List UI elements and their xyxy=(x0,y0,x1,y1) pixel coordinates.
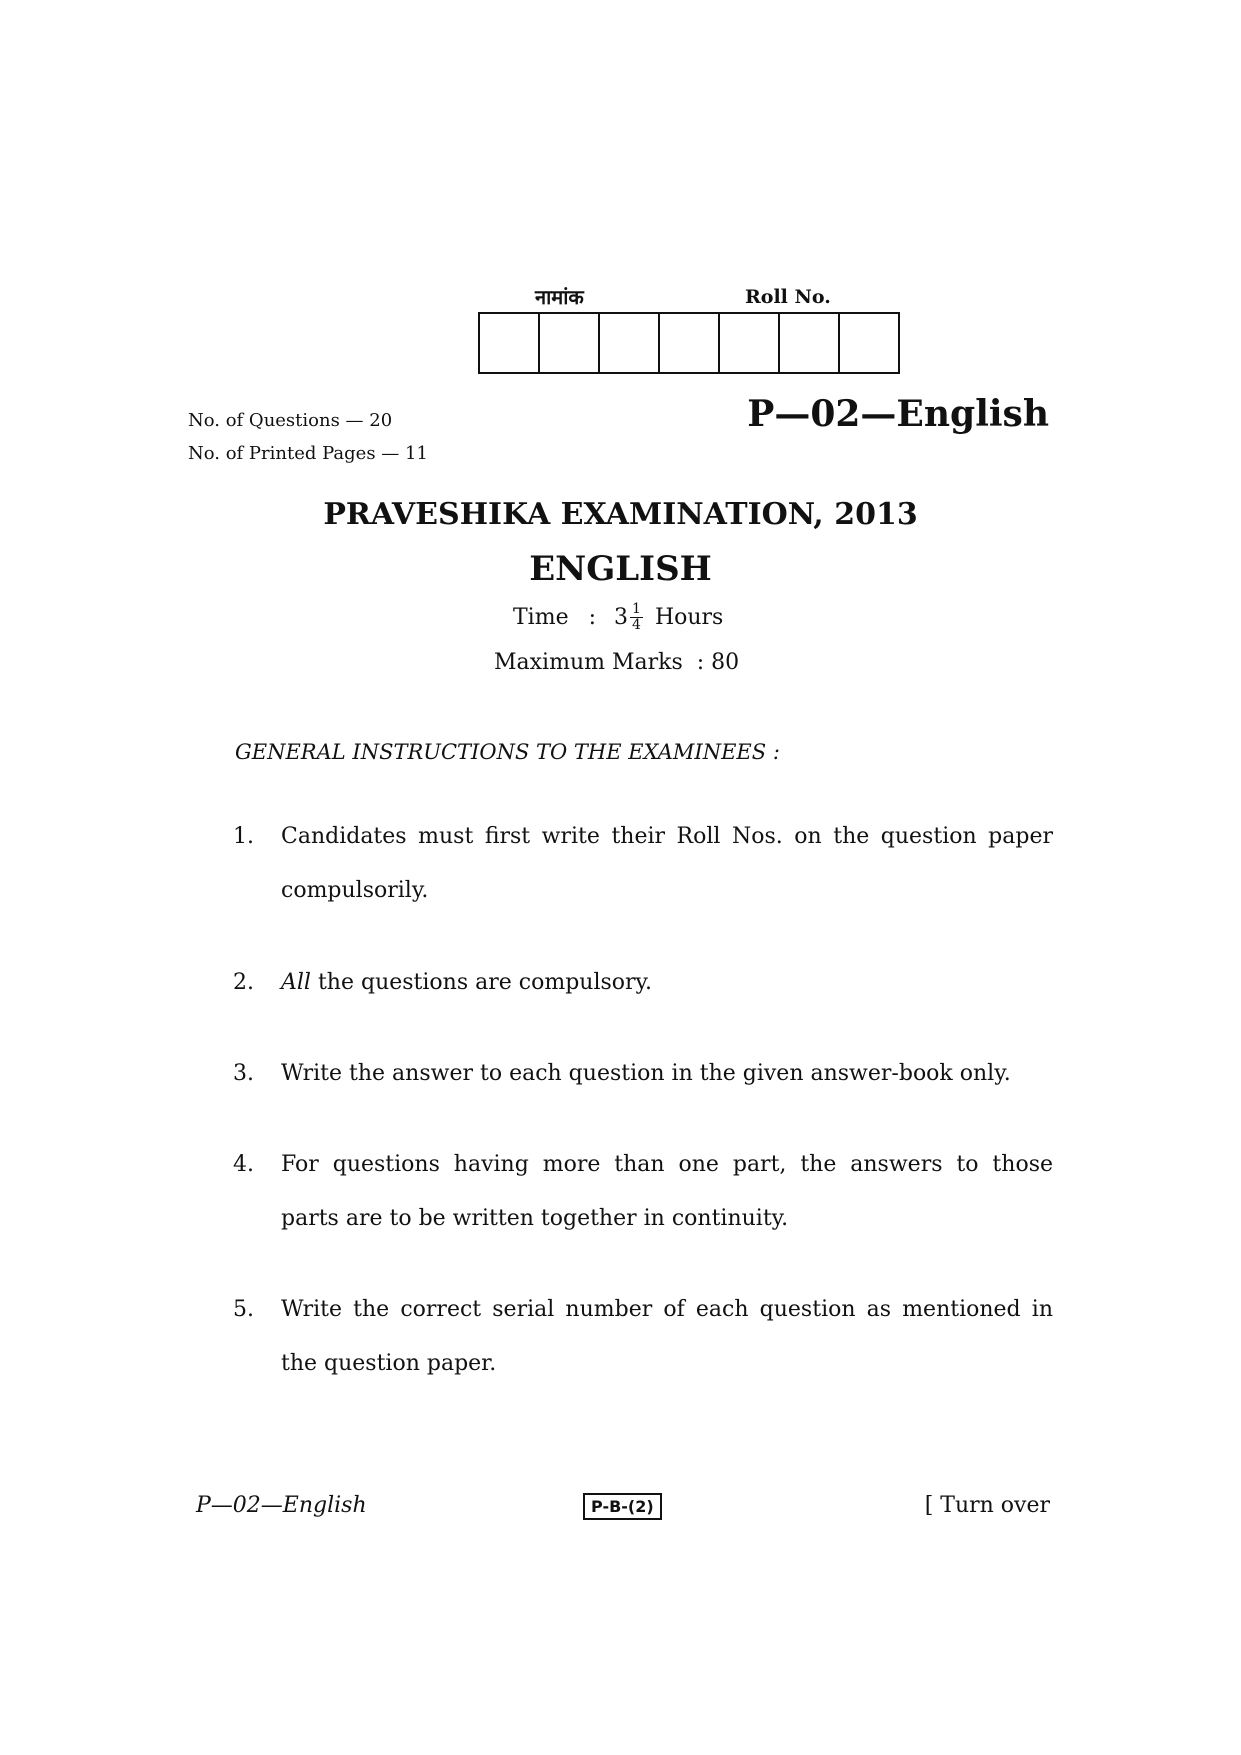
instruction-text xyxy=(281,1138,1053,1246)
instruction-number: 5. xyxy=(233,1297,254,1322)
footer-paper-code: P—02—English xyxy=(196,1493,367,1518)
instruction-number: 2. xyxy=(233,970,254,995)
instruction-line: Candidates must first write their Roll Nos. on the question paper xyxy=(281,824,1053,849)
instruction-number: 1. xyxy=(233,824,254,849)
roll-number-boxes xyxy=(478,312,900,374)
instruction-text xyxy=(281,956,1053,1010)
instruction-number: 4. xyxy=(233,1152,254,1177)
roll-label-hindi: नामांक xyxy=(535,285,584,309)
roll-digit-box[interactable] xyxy=(660,314,720,372)
instruction-item xyxy=(233,1047,1053,1101)
instruction-line: parts are to be written together in continuity. xyxy=(281,1206,789,1231)
time-whole: 3 xyxy=(614,605,629,630)
instruction-item xyxy=(233,1138,1053,1248)
time-line xyxy=(513,602,723,633)
footer-page-code: P-B-(2) xyxy=(583,1493,662,1520)
instruction-text xyxy=(281,1283,1053,1391)
instruction-line: the question paper. xyxy=(281,1351,497,1376)
instruction-line: Write the answer to each question in the given answer-book only. xyxy=(281,1061,1011,1086)
time-fraction xyxy=(630,602,643,633)
subject-title: ENGLISH xyxy=(529,549,712,589)
instruction-line: For questions having more than one part, the answers to those xyxy=(281,1152,1053,1177)
roll-digit-box[interactable] xyxy=(840,314,900,372)
instruction-item xyxy=(233,810,1053,920)
fraction-numerator: 1 xyxy=(632,601,641,617)
instruction-text xyxy=(281,810,1053,918)
roll-digit-box[interactable] xyxy=(780,314,840,372)
fraction-denominator: 4 xyxy=(632,617,641,633)
roll-label: Roll No. xyxy=(745,286,831,308)
roll-digit-box[interactable] xyxy=(540,314,600,372)
roll-digit-box[interactable] xyxy=(480,314,540,372)
number-of-questions: No. of Questions — 20 xyxy=(188,410,393,431)
maximum-marks: Maximum Marks : 80 xyxy=(494,650,740,675)
instruction-line: compulsorily. xyxy=(281,878,429,903)
time-label: Time xyxy=(513,605,569,630)
paper-code: P—02—English xyxy=(747,393,1049,435)
instructions-heading: GENERAL INSTRUCTIONS TO THE EXAMINEES : xyxy=(235,740,780,764)
turn-over-note: [ Turn over xyxy=(924,1493,1050,1518)
instruction-item xyxy=(233,956,1053,1010)
instruction-number: 3. xyxy=(233,1061,254,1086)
roll-digit-box[interactable] xyxy=(600,314,660,372)
instruction-text xyxy=(281,1047,1053,1101)
instruction-line: Write the correct serial number of each question as mentioned in xyxy=(281,1297,1053,1322)
roll-digit-box[interactable] xyxy=(720,314,780,372)
time-separator: : xyxy=(588,605,597,630)
time-unit: Hours xyxy=(654,605,724,630)
instruction-line: the questions are compulsory. xyxy=(310,970,653,995)
instruction-item xyxy=(233,1283,1053,1393)
number-of-pages: No. of Printed Pages — 11 xyxy=(188,443,428,464)
exam-title: PRAVESHIKA EXAMINATION, 2013 xyxy=(323,497,918,532)
instruction-emphasis: All xyxy=(281,970,311,995)
